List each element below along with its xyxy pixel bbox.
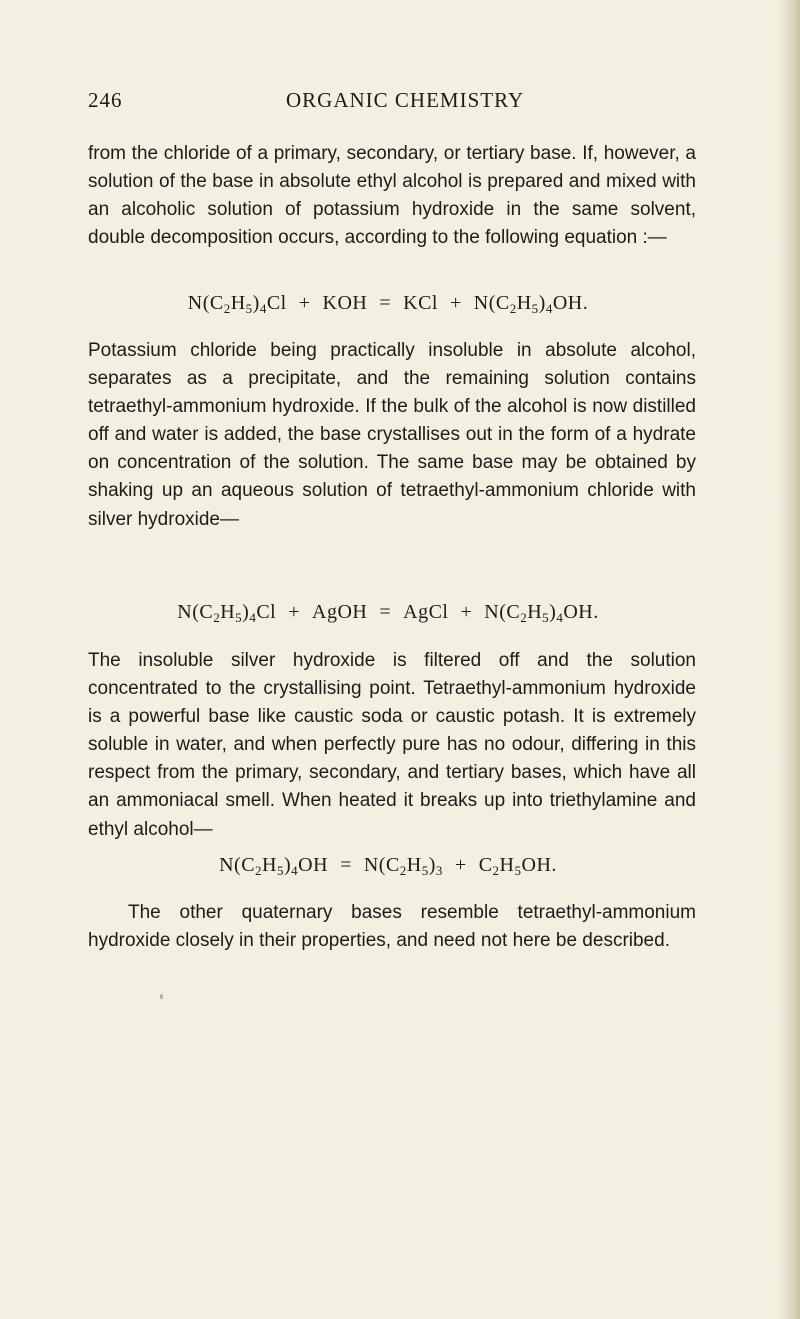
paragraph-2-text: Potassium chloride being practically insoluble in absolute alcohol, separates as a precipitate, and the remaining solution contains tetraethyl-ammonium hydroxide. If the bulk of the alcohol is now distilled off and water is added, the base crystallises out in the form of a hydrate on concentration of the solution. The same base may be obtained by shaking up an aqueous solution of tetraethyl-ammonium chloride with silver hydroxide— [88,340,696,530]
eq2-plus-2: + [460,601,473,623]
page-number: 246 [88,88,123,112]
running-title: ORGANIC CHEMISTRY [286,88,525,112]
equation-2 [88,601,688,624]
eq1-equals: = [379,292,392,314]
eq1-product-2: $N(C_2H_5)_4OH$. [473,292,589,316]
paragraph-4-text: The other quaternary bases resemble tetraethyl-ammonium hydroxide closely in their properties, and need not here be described. [88,902,696,952]
eq1-plus-2: + [449,292,462,314]
eq2-equals: = [379,601,392,623]
paragraph-3-text: The insoluble silver hydroxide is filtered off and the solution concentrated to the crystallising point. Tetraethyl-ammonium hydroxide is a powerful base like caustic soda or caustic potash. It is extremely soluble in water, and when perfectly pure has no odour, differing in this respect from the primary, secondary, and tertiary bases, which have all an ammoniacal smell. When heated it breaks up into triethylamine and ethyl alcohol— [88,650,696,840]
eq2-reactant-1: $N(C_2H_5)_4Cl$ [177,601,277,625]
eq1-product-1: KCl [403,292,438,314]
eq1-reactant-2: KOH [322,292,368,314]
eq3-equals: = [340,854,352,876]
running-header [88,88,688,118]
paragraph-2 [88,337,696,534]
paragraph-1 [88,140,696,252]
eq3-reactant-1: $N(C_2H_5)_4OH$ [219,854,329,878]
eq2-reactant-2: AgOH [312,601,368,623]
paper-speck [160,994,163,999]
eq1-plus-1: + [298,292,311,314]
equation-1 [88,292,688,315]
eq3-product-2: $C_2H_5OH$. [478,854,557,878]
eq2-plus-1: + [288,601,301,623]
eq3-product-1: $N(C_2H_5)_3$ [363,854,443,878]
paragraph-4 [88,899,696,955]
eq2-product-2: $N(C_2H_5)_4OH$. [484,601,599,625]
page-edge-shadow [778,0,800,1319]
paragraph-1-text: from the chloride of a primary, secondary, or tertiary base. If, however, a solution of the base in absolute ethyl alcohol is prepared and mixed with an alcoholic solution of potassium hydroxide in the same solvent, double decomposition occurs, according to the following equation :— [88,143,696,249]
eq3-plus-1: + [454,854,467,876]
equation-3 [88,854,688,877]
paragraph-3 [88,647,696,844]
eq2-product-1: AgCl [403,601,449,623]
eq1-reactant-1: $N(C_2H_5)_4Cl$ [187,292,287,316]
